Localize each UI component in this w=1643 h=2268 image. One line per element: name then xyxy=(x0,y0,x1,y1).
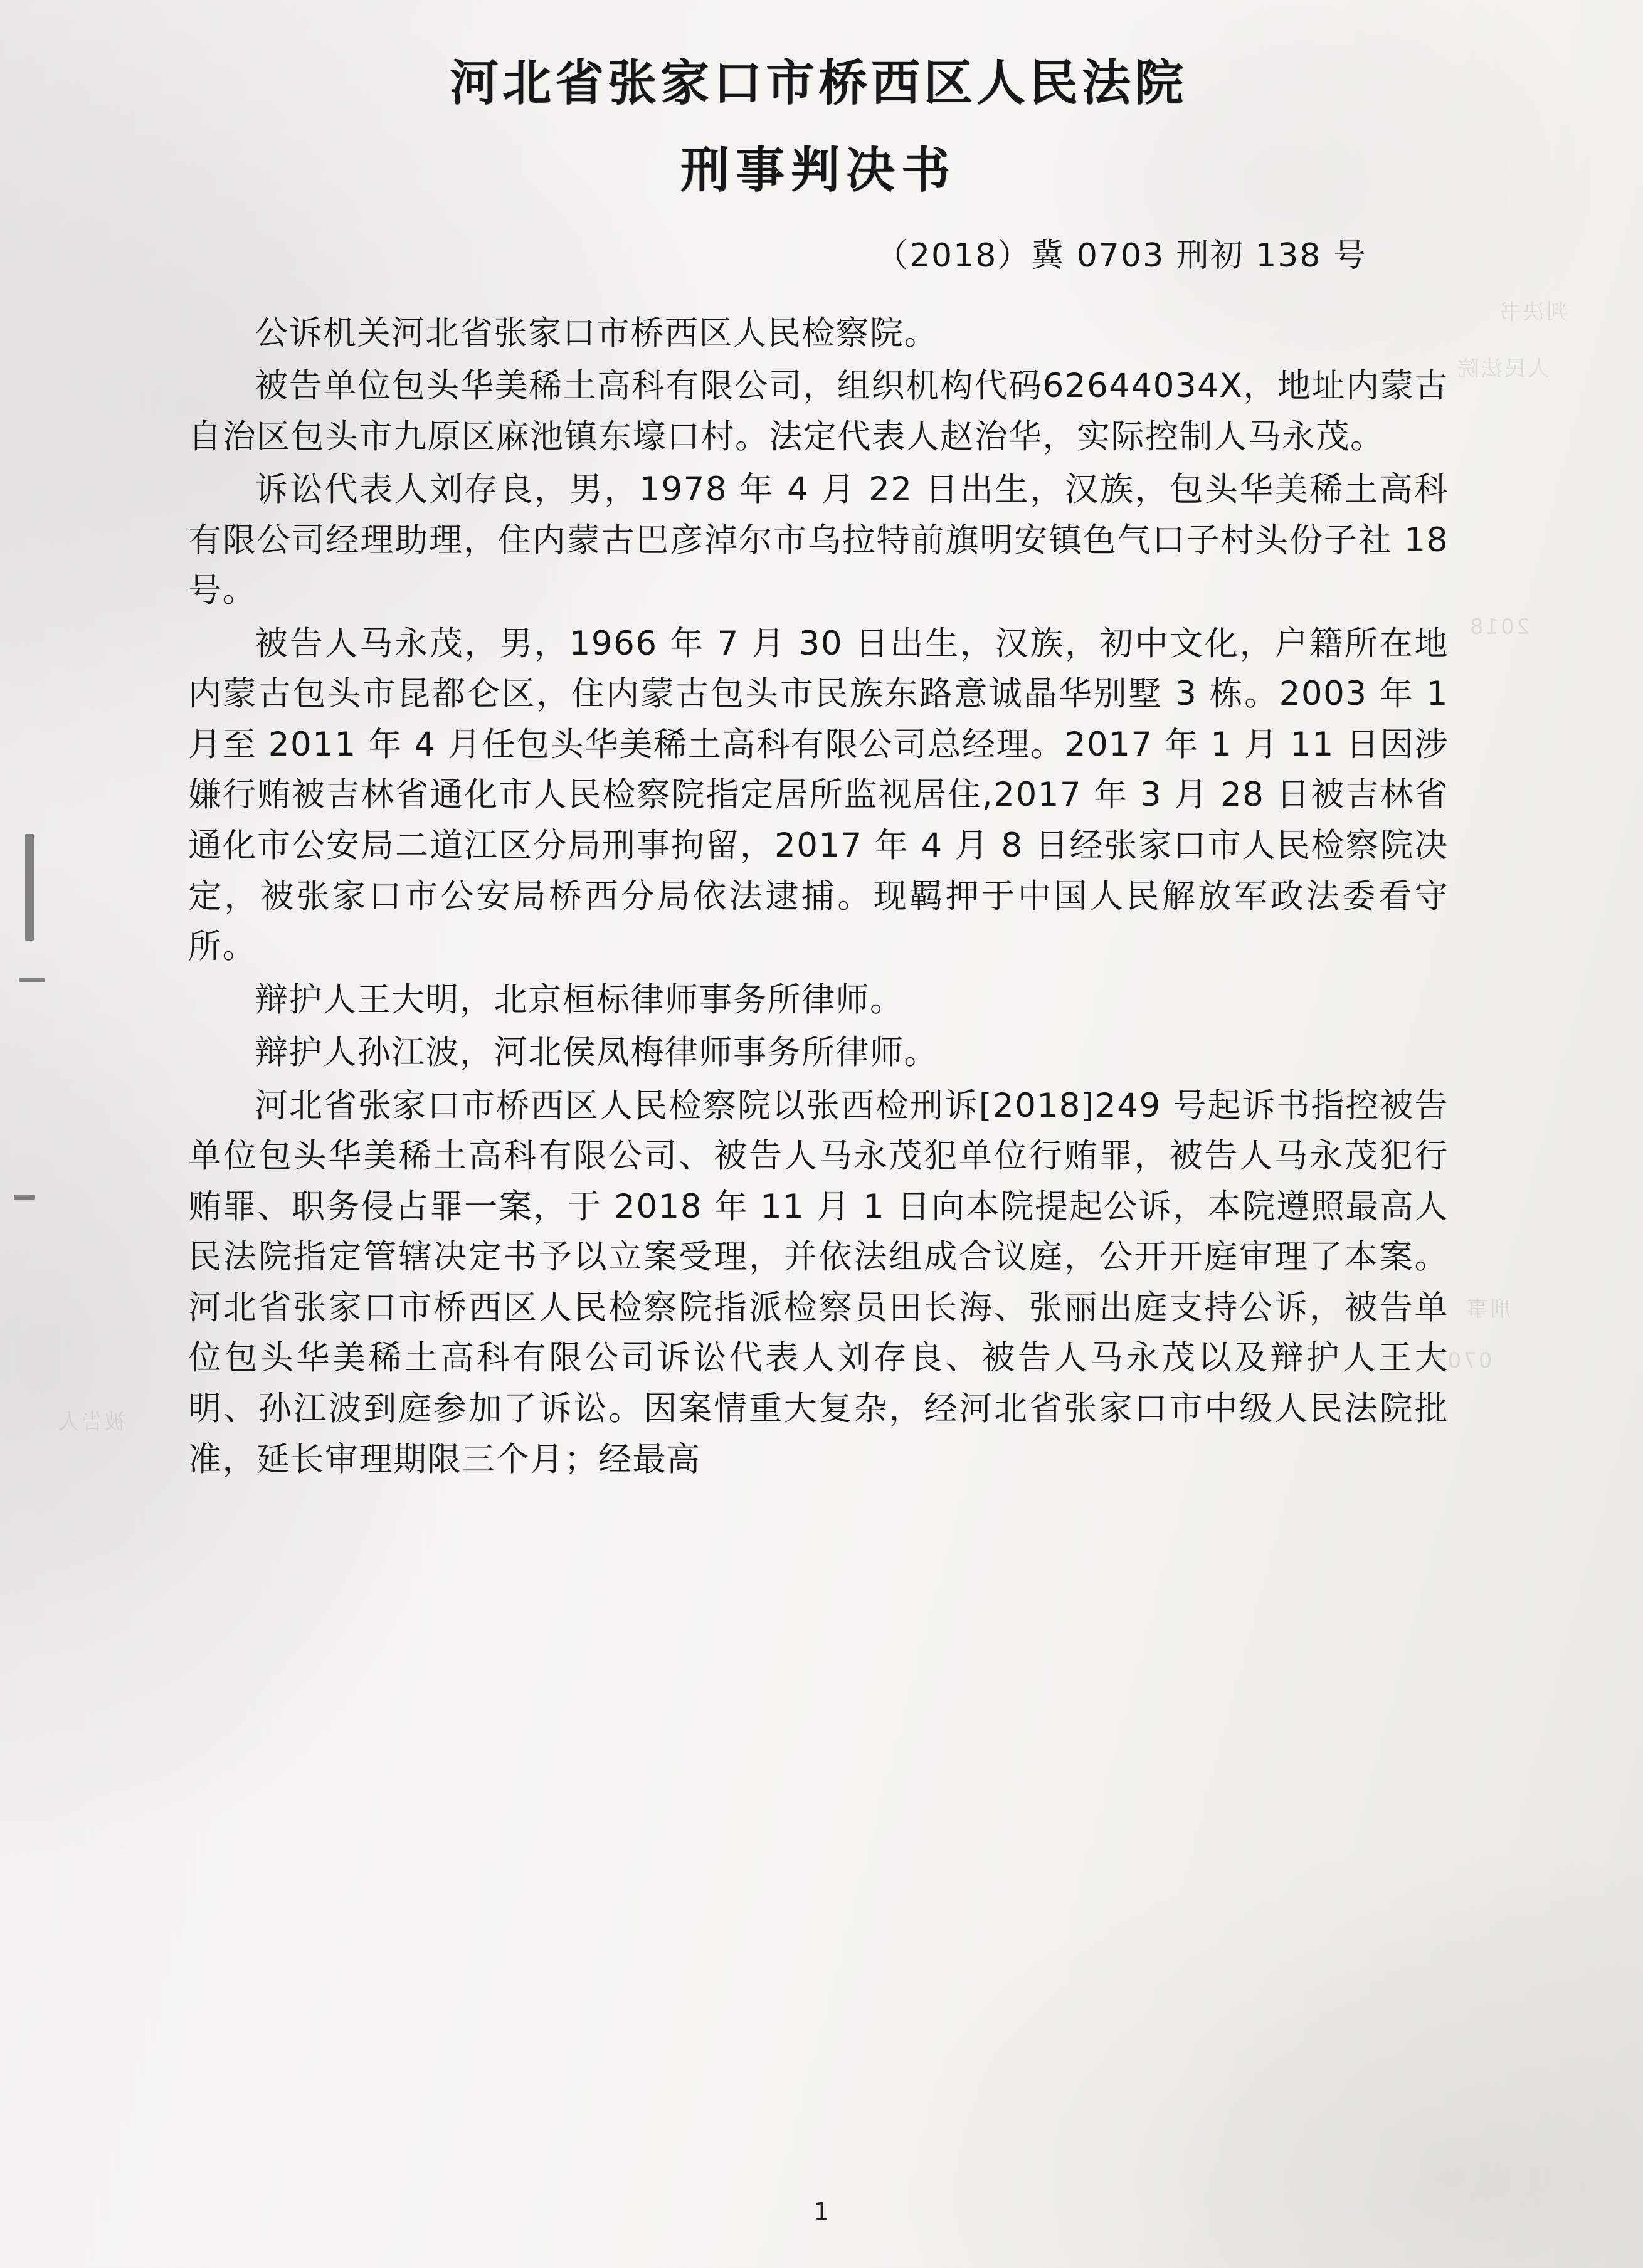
bleed-through-text: 被告人 xyxy=(56,1410,126,1435)
binding-mark xyxy=(25,834,34,941)
binding-mark xyxy=(19,978,45,982)
bleed-through-text: 刑事 xyxy=(1465,1297,1511,1322)
binding-mark xyxy=(14,1195,35,1200)
court-title: 河北省张家口市桥西区人民法院 xyxy=(449,55,1187,112)
paragraph: 诉讼代表人刘存良，男，1978 年 4 月 22 日出生，汉族，包头华美稀土高科有限公司经理助理，住内蒙古巴彦淖尔市乌拉特前旗明安镇色气口子村头份子社 18 号。 xyxy=(188,470,1449,610)
bleed-through-text: 判决书 xyxy=(1498,300,1568,325)
paragraph: 辩护人孙江波，河北侯凤梅律师事务所律师。 xyxy=(255,1033,938,1072)
paragraph: 辩护人王大明，北京桓标律师事务所律师。 xyxy=(255,980,904,1019)
document-content xyxy=(188,0,1449,1487)
paragraph: 被告人马永茂，男，1966 年 7 月 30 日出生，汉族，初中文化，户籍所在地内蒙古包头市昆都仑区，住内蒙古包头市民族东路意诚晶华别墅 3 栋。2003 年 1 月至 2011 年 4 月任包头华美稀土高科有限公司总经理。2017 年 1 月 11 日因涉嫌行贿被吉林省通化市人民检察院指定居所监视居住,2017 年 3 月 28 日被吉林省通化市公安局二道江区分局刑事拘留，2017 年 4 月 8 日经张家口市人民检察院决定，被张家口市公安局桥西分局依法逮捕。现羁押于中国人民解放军政法委看守所。 xyxy=(188,624,1449,966)
paragraph: 被告单位包头华美稀土高科有限公司，组织机构代码62644034X，地址内蒙古自治区包头市九原区麻池镇东壕口村。法定代表人赵治华，实际控制人马永茂。 xyxy=(188,367,1449,456)
page-number: 1 xyxy=(813,2198,830,2227)
bleed-through-text: 人民法院 xyxy=(1456,356,1549,381)
document-body xyxy=(188,309,1449,1485)
bleed-through-text: 0703 xyxy=(1430,1348,1492,1373)
document-type-title: 刑事判决书 xyxy=(680,142,956,199)
bleed-through-text: 2018 xyxy=(1468,614,1530,640)
paragraph: 河北省张家口市桥西区人民检察院以张西检刑诉[2018]249 号起诉书指控被告单位包头华美稀土高科有限公司、被告人马永茂犯单位行贿罪，被告人马永茂犯行贿罪、职务侵占罪一案，于 2018 年 11 月 1 日向本院提起公诉，本院遵照最高人民法院指定管辖决定书予以立案受理，并依法组成合议庭，公开开庭审理了本案。河北省张家口市桥西区人民检察院指派检察员田长海、张丽出庭支持公诉，被告单位包头华美稀土高科有限公司诉讼代表人刘存良、被告人马永茂以及辩护人王大明、孙江波到庭参加了诉讼。因案情重大复杂，经河北省张家口市中级人民法院批准，延长审理期限三个月；经最高 xyxy=(188,1086,1449,1479)
case-number: （2018）冀 0703 刑初 138 号 xyxy=(875,236,1367,275)
paragraph: 公诉机关河北省张家口市桥西区人民检察院。 xyxy=(255,314,938,352)
